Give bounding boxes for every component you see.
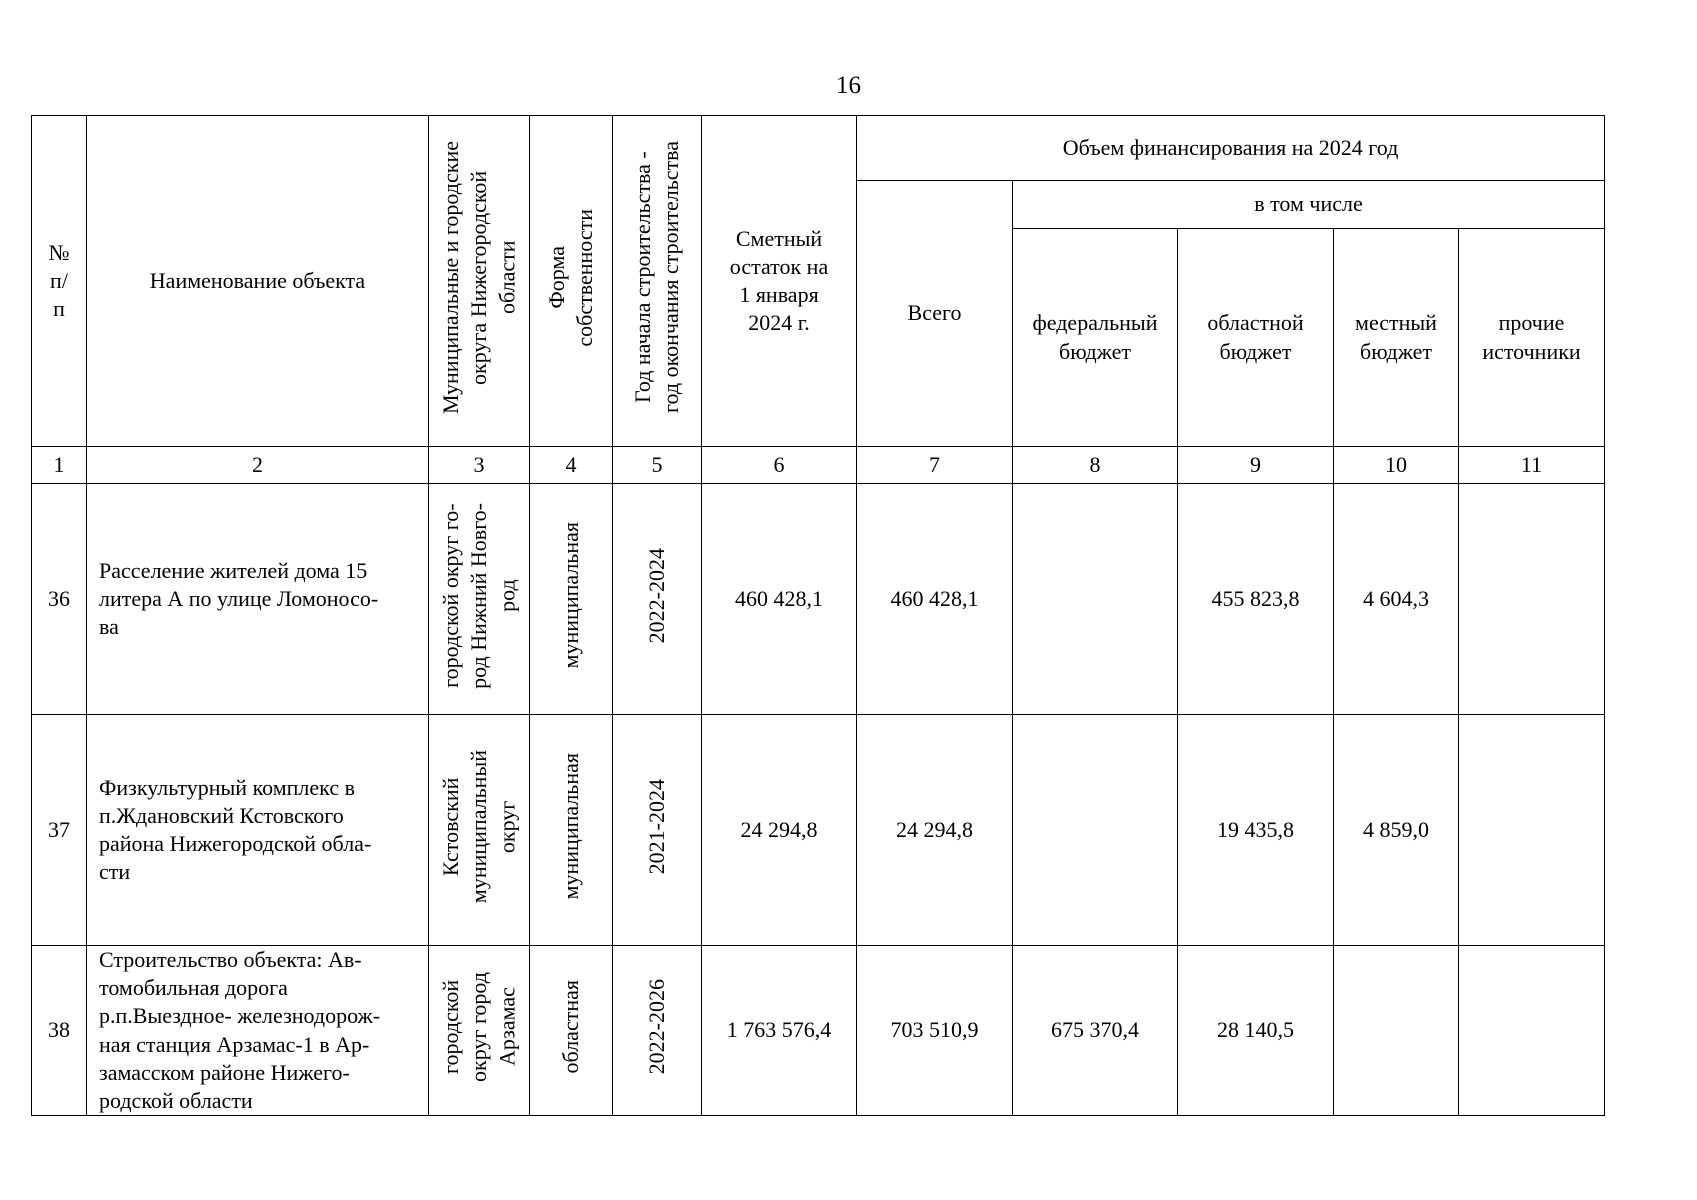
federal-budget	[1013, 484, 1178, 715]
regional-budget: 28 140,5	[1178, 946, 1334, 1116]
column-number: 5	[613, 447, 702, 484]
header-years	[613, 116, 702, 447]
column-number: 11	[1459, 447, 1605, 484]
federal-budget: 675 370,4	[1013, 946, 1178, 1116]
header-local: местный бюджет	[1334, 229, 1459, 447]
ownership: муниципальная	[557, 753, 583, 900]
column-number: 1	[32, 447, 87, 484]
object-name: Строительство объекта: Ав- томобильная дорога р.п.Выездное- железнодорож- ная станция Арзамас-1 в Ар- замасском районе Нижего- родской области	[87, 946, 429, 1116]
column-number: 6	[702, 447, 857, 484]
other-sources	[1459, 715, 1605, 946]
years-cell	[613, 715, 702, 946]
district-cell	[429, 484, 530, 715]
regional-budget: 19 435,8	[1178, 715, 1334, 946]
other-sources	[1459, 484, 1605, 715]
column-number: 10	[1334, 447, 1459, 484]
table-row	[32, 946, 1605, 1116]
estimate: 460 428,1	[702, 484, 857, 715]
years: 2021-2024	[643, 778, 669, 875]
object-name: Расселение жителей дома 15 литера А по улице Ломоносо- ва	[87, 484, 429, 715]
years-cell	[613, 946, 702, 1116]
row-number: 38	[32, 946, 87, 1116]
header-district-text: Муниципальные и городские округа Нижегородской области	[437, 140, 520, 414]
header-federal: федеральный бюджет	[1013, 229, 1178, 447]
header-funding-group: Объем финансирования на 2024 год	[857, 116, 1605, 181]
column-number: 7	[857, 447, 1013, 484]
row-number: 37	[32, 715, 87, 946]
header-district	[429, 116, 530, 447]
column-number: 8	[1013, 447, 1178, 484]
table-row	[32, 484, 1605, 715]
object-name: Физкультурный комплекс в п.Ждановский Кстовского района Нижегородской обла- сти	[87, 715, 429, 946]
district-cell	[429, 715, 530, 946]
ownership-cell	[530, 715, 613, 946]
federal-budget	[1013, 715, 1178, 946]
header-row-number: № п/ п	[32, 116, 87, 447]
header-years-text: Год начала строительства - год окончания строительства	[629, 141, 683, 414]
header-including: в том числе	[1013, 181, 1605, 229]
header-ownership-text: Форма собственности	[543, 208, 597, 347]
header-regional: областной бюджет	[1178, 229, 1334, 447]
total: 460 428,1	[857, 484, 1013, 715]
column-number: 4	[530, 447, 613, 484]
other-sources	[1459, 946, 1605, 1116]
local-budget: 4 859,0	[1334, 715, 1459, 946]
years-cell	[613, 484, 702, 715]
district: Кстовский муниципальный округ	[437, 749, 520, 903]
header-total: Всего	[857, 181, 1013, 447]
row-number: 36	[32, 484, 87, 715]
column-number-row	[32, 447, 1605, 484]
regional-budget: 455 823,8	[1178, 484, 1334, 715]
total: 24 294,8	[857, 715, 1013, 946]
ownership: муниципальная	[557, 522, 583, 669]
ownership: областная	[557, 980, 583, 1074]
header-other: прочие источники	[1459, 229, 1605, 447]
ownership-cell	[530, 946, 613, 1116]
local-budget	[1334, 946, 1459, 1116]
total: 703 510,9	[857, 946, 1013, 1116]
district: городской округ город Арзамас	[437, 971, 520, 1082]
years: 2022-2026	[643, 979, 669, 1075]
estimate: 24 294,8	[702, 715, 857, 946]
district: городской округ го- род Нижний Новго- род	[437, 502, 520, 689]
estimate: 1 763 576,4	[702, 946, 857, 1116]
page-number: 16	[836, 72, 861, 99]
years: 2022-2024	[643, 547, 669, 644]
local-budget: 4 604,3	[1334, 484, 1459, 715]
column-number: 3	[429, 447, 530, 484]
table-row	[32, 715, 1605, 946]
header-estimate: Сметный остаток на 1 января 2024 г.	[702, 116, 857, 447]
financing-table	[31, 115, 1605, 1116]
header-ownership	[530, 116, 613, 447]
column-number: 2	[87, 447, 429, 484]
ownership-cell	[530, 484, 613, 715]
column-number: 9	[1178, 447, 1334, 484]
district-cell	[429, 946, 530, 1116]
header-object-name: Наименование объекта	[87, 116, 429, 447]
